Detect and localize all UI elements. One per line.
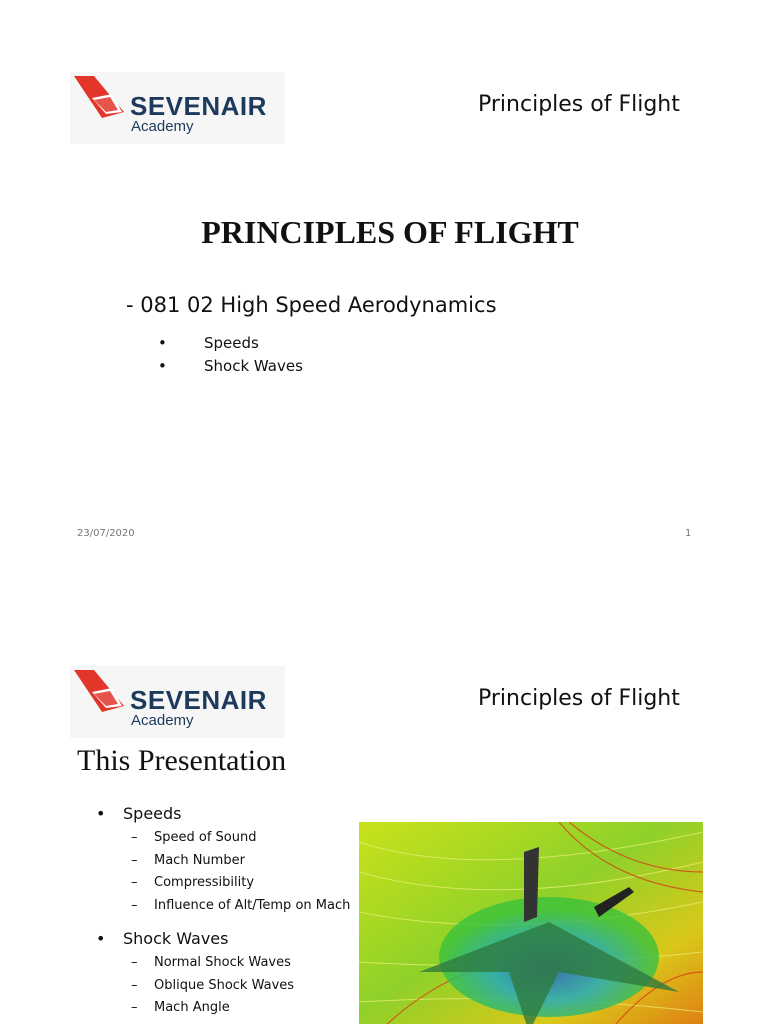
tail-fin-icon (72, 72, 130, 122)
sevenair-logo (70, 72, 285, 144)
tail-fin-icon (72, 666, 130, 716)
brand-name: SEVENAIR (130, 685, 267, 715)
slide-subtitle: - 081 02 High Speed Aerodynamics (126, 293, 497, 317)
page-number: 1 (685, 528, 692, 539)
footer-date: 23/07/2020 (77, 528, 135, 539)
slide-main-title: PRINCIPLES OF FLIGHT (201, 214, 579, 250)
slide-2: SEVENAIR Academy Principles of Flight This Presentation • Speeds – Speed of Sound – Mach Number – Compressibility – Influence of Alt/Temp on Mach • Shock Waves – Normal Shock Waves – Oblique Shock Waves – Mach Angle (0, 594, 768, 1024)
slide-1: SEVENAIR Academy Principles of Flight PRINCIPLES OF FLIGHT - 081 02 High Speed Aerodynamics • Speeds • Shock Waves 23/07/2020 1 (0, 0, 768, 594)
brand-sub: Academy (131, 118, 194, 135)
header-title: Principles of Flight (478, 92, 680, 117)
brand-name: SEVENAIR (130, 91, 267, 121)
cfd-streamline-image (359, 822, 703, 1024)
header-title: Principles of Flight (478, 686, 680, 711)
sevenair-logo (70, 666, 285, 738)
slide-title: This Presentation (77, 744, 287, 777)
brand-sub: Academy (131, 712, 194, 729)
